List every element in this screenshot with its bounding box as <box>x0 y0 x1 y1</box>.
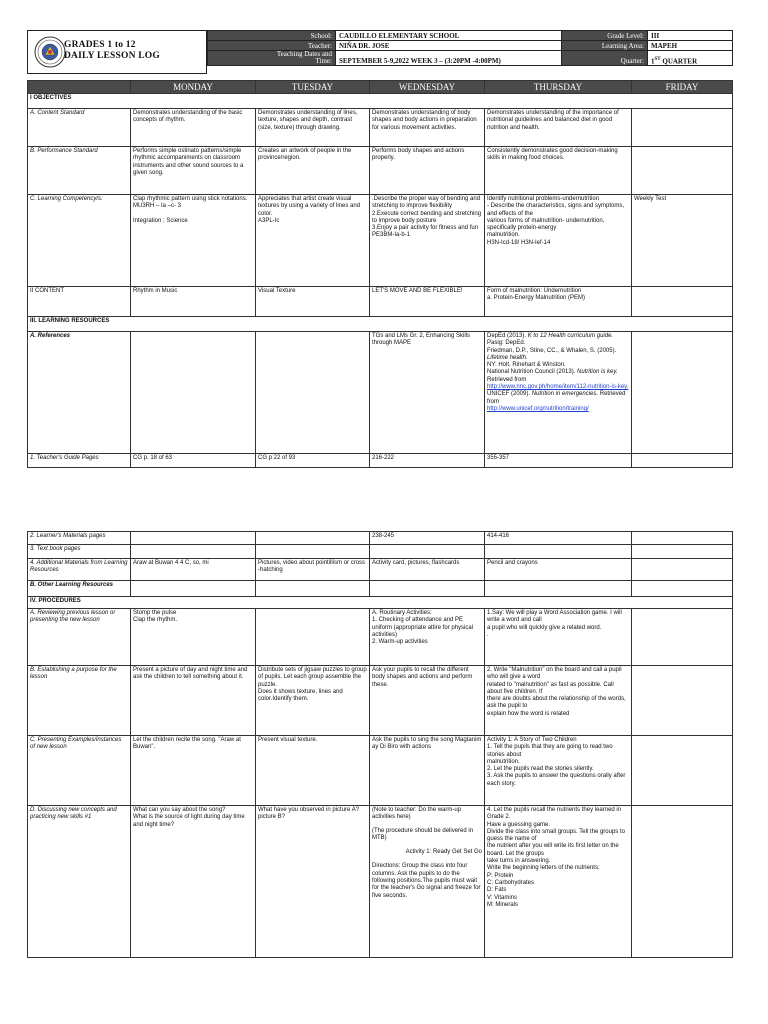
label-references: A. References <box>28 332 131 454</box>
pc-thu-line: 1. Tell the pupils that they are going to read two stories about <box>487 744 613 758</box>
area-label: Learning Area: <box>562 41 648 51</box>
pd-wed-line: Directions: Group the class into four columns. Ask the pupils to do the following positions.The pupils must wait for the teacher's Go signal and freeze for five seconds. <box>372 863 481 899</box>
row-content <box>28 287 733 317</box>
cs-fri <box>632 109 733 147</box>
ps-fri <box>632 147 733 195</box>
dates-label <box>208 51 336 66</box>
deped-seal-icon <box>34 36 66 68</box>
cs-wed: Demonstrates understanding of body shapes and body actions in preparation for various movement activities. <box>370 109 485 147</box>
corner-cell <box>28 81 131 94</box>
info-table <box>207 30 733 66</box>
area-value: MAPEH <box>648 41 733 51</box>
school-value: CAUDILLO ELEMENTARY SCHOOL <box>336 31 562 41</box>
lc-thu <box>485 195 632 287</box>
pa-wed-line: 1. Checking of attendance and PE uniform (appropriate attire for physical activities) <box>372 617 474 638</box>
lc-wed-line: .Describe the proper way of bending and stretching to improve flexibility <box>372 196 481 210</box>
tb-thu <box>485 545 632 559</box>
ref-thu-italic: K to 12 Health curriculum guide. <box>527 333 614 339</box>
pd-mon <box>131 806 256 958</box>
other-fri <box>632 581 733 597</box>
lc-mon-spacer <box>133 211 253 218</box>
pd-fri <box>632 806 733 958</box>
lc-thu-line: malnutrition. <box>487 232 520 239</box>
ref-mon <box>131 332 256 454</box>
other-thu <box>485 581 632 597</box>
log-title <box>64 40 160 62</box>
title-line-1: GRADES 1 to 12 <box>64 40 136 50</box>
ref-thu-text: Friedman, D.P., Stine, CC., & Whalen, S. (2005). <box>487 347 617 354</box>
lc-mon <box>131 195 256 287</box>
pc-thu-line: 3. Ask the pupils to answer the questions orally after each story. <box>487 773 626 787</box>
tb-wed <box>370 545 485 559</box>
lm-thu: 414-416 <box>485 532 632 545</box>
pa-mon <box>131 609 256 666</box>
pd-mon-line: What can you say about the song? <box>133 807 226 813</box>
pc-thu <box>485 736 632 806</box>
day-thursday: THURSDAY <box>485 81 632 94</box>
pd-thu <box>485 806 632 958</box>
dates-value: SEPTEMBER 5-9,2022 WEEK 3 – (3:20PM -4:00PM) <box>336 51 562 66</box>
teacher-value: NIÑA DR. JOSE <box>336 41 562 51</box>
add-fri <box>632 559 733 581</box>
lc-tue-line: Appreciates that artist create visual textures by using a variety of lines and color. <box>258 196 361 217</box>
pc-thu-line: Activity 1: A Story of Two Children <box>487 737 577 743</box>
pd-thu-line: D: Fats <box>487 887 507 894</box>
ps-tue: Creates an artwork of people in the province/region. <box>256 147 370 195</box>
content-thu-line: a. Protein-Energy Malnutrition (PEM) <box>487 295 586 302</box>
quarter-rest: QUARTER <box>660 57 698 65</box>
pd-tue-line: What have you observed in picture A? picture B? <box>258 807 360 821</box>
label-additional-materials: 4. Additional Materials from Learning Resources <box>28 559 131 581</box>
add-mon: Araw at Buwan 4 4 C, so, mi <box>131 559 256 581</box>
lc-fri: Weekly Test <box>632 195 733 287</box>
unicef-link[interactable]: http://www.unicef.org/nutrition/training/ <box>487 405 589 412</box>
content-thu-line: Form of malnutrition: Undernutrition <box>487 288 582 294</box>
cs-thu: Demonstrates understanding of the importance of nutritional guidelines and balanced diet in good nutrition and health. <box>485 109 632 147</box>
add-thu: Pencil and crayons <box>485 559 632 581</box>
lm-mon <box>131 532 256 545</box>
pa-mon-line: Stomp the pulse <box>133 610 177 616</box>
pc-wed: Ask the pupils to sing the song Magtanim ay Di Biro with actions <box>370 736 485 806</box>
pd-thu-line: the nutrient after you will write its first letter on the board. Let the groups <box>487 843 619 857</box>
dates-label-2: Time: <box>315 57 332 65</box>
pd-thu-line: Have a guessing game. <box>487 821 551 828</box>
ref-thu-text: UNICEF (2009). <box>487 391 532 398</box>
pd-wed-line: Activity 1: Ready Get Set Go <box>405 849 482 856</box>
ref-thu-text: National Nutrition Council (2013). <box>487 369 578 376</box>
pb-thu <box>485 666 632 736</box>
day-monday: MONDAY <box>131 81 256 94</box>
school-label: School: <box>208 31 336 41</box>
day-wednesday: WEDNESDAY <box>370 81 485 94</box>
teacher-label: Teacher: <box>208 41 336 51</box>
lc-wed <box>370 195 485 287</box>
pd-thu-line: C: Carbohydrates <box>487 879 535 886</box>
dates-label-1: Teaching Dates and <box>276 50 332 58</box>
pa-thu <box>485 609 632 666</box>
pd-wed-line: (The procedure should be delivered in MTB) <box>372 827 474 841</box>
pa-wed-line: A. Routinary Activities: <box>372 610 432 616</box>
header <box>27 30 732 74</box>
dll-table-part-1 <box>27 80 733 468</box>
ref-thu-italic: Nutrition is key. <box>577 369 618 376</box>
grade-label: Grade Level: <box>562 31 648 41</box>
label-procedure-d: D. Discussing new concepts and practicing new skills #1 <box>28 806 131 958</box>
pd-mon-line: What is the source of light during day time and night time? <box>133 814 245 828</box>
ps-thu: Consistently demonstrates good decision-making skills in making food choices. <box>485 147 632 195</box>
cs-tue: Demonstrates understanding of lines, texture, shapes and depth, contrast (size, texture) through drawing. <box>256 109 370 147</box>
pb-mon: Present a picture of day and night time and ask the children to tell something about it. <box>131 666 256 736</box>
label-procedure-a: A. Reviewing previous lesson or presenting the new lesson <box>28 609 131 666</box>
pa-thu-line: . <box>487 631 489 638</box>
lc-mon-line: Integration ; Science <box>133 217 188 224</box>
pa-fri <box>632 609 733 666</box>
lm-wed: 238-245 <box>370 532 485 545</box>
pd-thu-line: take turns in answering. <box>487 858 551 865</box>
lc-wed-line: 3.Enjoy a pair activity for fitness and fun <box>372 225 479 232</box>
label-learning-competency: C. Learning Competency/s: <box>28 195 131 287</box>
row-performance-standard <box>28 147 733 195</box>
quarter-num: 1 <box>651 57 655 65</box>
pb-wed: Ask your pupils to recall the different body shapes and actions and perform these. <box>370 666 485 736</box>
day-friday: FRIDAY <box>632 81 733 94</box>
pa-wed-line: 2. Warm-up activities <box>372 639 428 646</box>
ref-thu-text: Retrieved from <box>487 376 527 383</box>
pa-thu-line: a pupil who will quickly give a related word. <box>487 624 602 631</box>
label-content-standard: A. Content Standard <box>28 109 131 147</box>
tg-tue: CG p 22 of 93 <box>256 454 370 468</box>
content-tue: Visual Texture <box>256 287 370 317</box>
content-wed: LET'S MOVE AND BE FLEXIBLE! <box>370 287 485 317</box>
ref-wed: TGs and LMs Gr. 2, Enhancing Skills through MAPE <box>370 332 485 454</box>
pa-thu-line: 1.Say: We will play a Word Association game. I will write a word and call <box>487 610 622 624</box>
ref-tue <box>256 332 370 454</box>
label-text-book: 3. Text book pages <box>28 545 131 559</box>
ref-thu-text: Pasig: DepEd. <box>487 340 526 347</box>
lc-mon-line: MU3RH – Ia –c- 3 <box>133 203 182 210</box>
pc-thu-line: malnutrition. <box>487 758 520 765</box>
label-procedure-b: B. Establishing a purpose for the lesson <box>28 666 131 736</box>
ref-thu-text: NY: Holt, Rinehart & Winston. <box>487 362 566 369</box>
ps-wed: Performs body shapes and actions properly. <box>370 147 485 195</box>
dll-table-part-2 <box>27 531 733 958</box>
lm-tue <box>256 532 370 545</box>
label-content: II CONTENT <box>28 287 131 317</box>
lc-thu-line: - Describe the characteristics, signs and symptoms, and effects of the <box>487 203 625 217</box>
row-procedure-b <box>28 666 733 736</box>
row-other-resources <box>28 581 733 597</box>
row-learning-competency <box>28 195 733 287</box>
tg-mon: CG p. 18 of 63 <box>131 454 256 468</box>
pb-fri <box>632 666 733 736</box>
pa-wed <box>370 609 485 666</box>
label-performance-standard: B. Performance Standard <box>28 147 131 195</box>
ref-thu <box>485 332 632 454</box>
section-objectives: I OBJECTIVES <box>28 94 733 109</box>
label-teachers-guide: 1. Teacher's Guide Pages <box>28 454 131 468</box>
pa-tue <box>256 609 370 666</box>
pb-thu-line: related to "malnutrition" as fast as possible. Call about five children. If <box>487 681 614 695</box>
ref-thu-text: DepEd (2013). <box>487 333 528 339</box>
pd-thu-line: M: Minerals <box>487 901 519 908</box>
lc-wed-line: 2.Execute correct bending and stretching to improve body posture <box>372 210 482 224</box>
other-tue <box>256 581 370 597</box>
label-procedure-c: C. Presenting Examples/instances of new lesson <box>28 736 131 806</box>
ref-thu-italic: Lifetime health. <box>487 354 528 361</box>
pc-fri <box>632 736 733 806</box>
nnc-link[interactable]: http://www.nnc.gov.ph/home/item/112-nutrition-is-key. <box>487 384 629 391</box>
row-procedure-d <box>28 806 733 958</box>
ref-fri <box>632 332 733 454</box>
pd-wed-line: (Note to teacher: Do the warm-up activities here) <box>372 807 462 821</box>
other-wed <box>370 581 485 597</box>
section-procedures: IV. PROCEDURES <box>28 597 733 609</box>
ref-thu-text: Retrieved from <box>487 391 626 405</box>
quarter-sup: ST <box>654 56 661 62</box>
label-learners-materials: 2. Learner's Materials pages <box>28 532 131 545</box>
content-thu <box>485 287 632 317</box>
pa-mon-line: Clap the rhythm. <box>133 617 178 624</box>
lc-thu-line: H3N-Icd-18/ H3N-Ief-14 <box>487 239 551 246</box>
cs-mon: Demonstrates understanding of the basic concepts of rhythm. <box>131 109 256 147</box>
lc-thu-line: Identify nutritional problems-undernutrition <box>487 196 600 202</box>
pb-tue <box>256 666 370 736</box>
deped-logo-box <box>27 30 207 74</box>
pb-tue-line: Does it shows texture, lines and color.Identify them. <box>258 688 343 703</box>
grade-value: III <box>648 31 733 41</box>
row-learners-materials <box>28 532 733 545</box>
pc-mon: Let the children recite the song. "Araw at Buwan". <box>131 736 256 806</box>
ref-thu-italic: Nutrition in emergencies. <box>531 391 599 398</box>
pb-thu-line: 2. Write "Malnutrition" on the board and call a pupil who will give a word <box>487 667 622 681</box>
row-text-book <box>28 545 733 559</box>
pb-thu-line: there are doubts about the relationship of the words, ask the pupil to <box>487 696 626 710</box>
title-line-2: DAILY LESSON LOG <box>64 51 160 61</box>
quarter-value <box>648 51 733 66</box>
lc-tue <box>256 195 370 287</box>
tb-fri <box>632 545 733 559</box>
tg-fri <box>632 454 733 468</box>
pb-thu-line: explain how the word is related <box>487 710 570 717</box>
pd-thu-line: P: Protein <box>487 872 514 879</box>
tg-thu: 355-357 <box>485 454 632 468</box>
section-learning-resources: III. LEARNING RESOURCES <box>28 317 733 332</box>
ps-mon: Performs simple ostinato patterns/simple rhythmic accompaniments on classroom instruments and other sound sources to a given song. <box>131 147 256 195</box>
add-tue: Pictures, video about pointillism or cross -hatching <box>256 559 370 581</box>
row-procedure-a <box>28 609 733 666</box>
lc-thu-line: various forms of malnutrition- undernutrition, specifically protein-energy <box>487 217 605 232</box>
row-procedure-c <box>28 736 733 806</box>
pb-tue-line: Distribute sets of jigsaw puzzles to group of pupils. Let each group assemble the puzzle. <box>258 667 367 688</box>
other-mon <box>131 581 256 597</box>
day-tuesday: TUESDAY <box>256 81 370 94</box>
add-wed: Activity card, pictures, flashcards <box>370 559 485 581</box>
row-additional-materials <box>28 559 733 581</box>
label-other-resources: B. Other Learning Resources <box>28 581 131 597</box>
lc-mon-line: Clap rhythmic pattern using stick notations. <box>133 196 248 202</box>
tb-tue <box>256 545 370 559</box>
pd-thu-line: Divide the class into small groups. Tell the groups to guess the name of <box>487 828 625 843</box>
quarter-label: Quarter: <box>562 51 648 66</box>
lc-wed-line: PE3BM-Ia-b-1 <box>372 232 411 239</box>
pc-thu-line: 2. Let the pupils read the stories silently. <box>487 766 594 773</box>
row-teachers-guide <box>28 454 733 468</box>
row-references <box>28 332 733 454</box>
tg-wed: 216-222 <box>370 454 485 468</box>
pd-wed <box>370 806 485 958</box>
row-content-standard <box>28 109 733 147</box>
content-mon: Rhythm in Music <box>131 287 256 317</box>
lc-tue-line: A3PL-Ic <box>258 217 280 224</box>
pd-thu-line: V: Vitamins <box>487 894 518 901</box>
pd-thu-line: Write the beginning letters of the nutrients: <box>487 865 600 872</box>
lm-fri <box>632 532 733 545</box>
pd-thu-line: 4. Let the pupils recall the nutrients they learned in Grade 2. <box>487 807 622 821</box>
tb-mon <box>131 545 256 559</box>
pd-tue <box>256 806 370 958</box>
pc-tue: Present visual texture. <box>256 736 370 806</box>
content-fri <box>632 287 733 317</box>
